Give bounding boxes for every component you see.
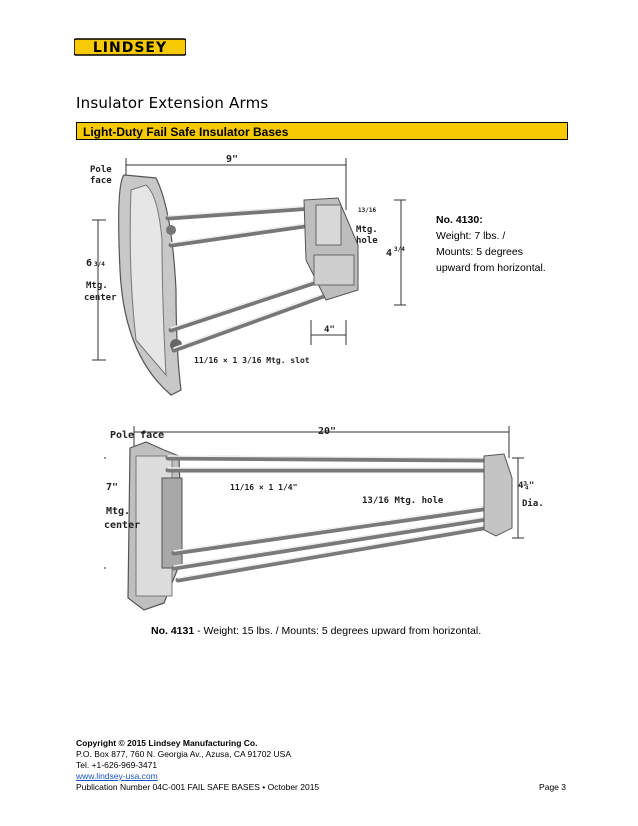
item-4131-text: - Weight: 15 lbs. / Mounts: 5 degrees upward from horizontal. xyxy=(194,625,482,637)
footer-page-number: Page 3 xyxy=(539,782,566,792)
label-height-frac: 3/4 xyxy=(394,246,405,253)
label-mtg-center-text: Mtg. xyxy=(86,281,108,291)
item-4130-mounts: Mounts: 5 degrees xyxy=(436,246,523,258)
footer-publication-row xyxy=(76,782,566,793)
page-title: Insulator Extension Arms xyxy=(76,94,269,112)
label-diameter-text: Dia. xyxy=(522,499,544,509)
footer xyxy=(76,738,566,793)
footer-publication: Publication Number 04C-001 FAIL SAFE BASES • October 2015 xyxy=(76,782,320,792)
item-4131-caption xyxy=(151,625,481,637)
label-height-value: 4 xyxy=(386,248,393,259)
label-width-9: 9" xyxy=(226,154,239,165)
footer-tel: Tel. +1-626-969-3471 xyxy=(76,760,158,770)
label-mtg-center-value: 7" xyxy=(106,482,119,493)
label-mtg-center-text-2: center xyxy=(84,293,117,303)
item-4130-weight: Weight: 7 lbs. / xyxy=(436,230,506,242)
item-4130-mounts-2: upward from horizontal. xyxy=(436,262,546,274)
label-pole-face: Pole face xyxy=(110,430,165,441)
label-pole-face-2: face xyxy=(90,176,112,186)
label-mtg-center-value: 6 xyxy=(86,258,93,269)
label-mtg-center-text-2: center xyxy=(104,520,141,531)
section-title: Light-Duty Fail Safe Insulator Bases xyxy=(83,125,289,139)
label-mtg-hole-2: hole xyxy=(356,236,378,246)
label-mtg-hole: Mtg. xyxy=(356,225,378,235)
label-mtg-slot: 11/16 × 1 3/16 Mtg. slot xyxy=(194,356,310,365)
figure-4130 xyxy=(76,150,416,410)
figure-4131 xyxy=(104,418,554,614)
label-pole-face: Pole xyxy=(90,165,112,175)
footer-address: P.O. Box 877, 760 N. Georgia Av., Azusa, CA 91702 USA xyxy=(76,749,291,759)
item-4131-number: No. 4131 xyxy=(151,625,195,637)
label-mtg-slot: 11/16 × 1 1/4" xyxy=(230,483,298,492)
logo-text: LINDSEY xyxy=(92,40,168,56)
footer-website-link[interactable]: www.lindsey-usa.com xyxy=(76,771,158,781)
footer-copyright: Copyright © 2015 Lindsey Manufacturing Co. xyxy=(76,738,258,748)
item-4130-number: No. 4130: xyxy=(436,214,483,226)
label-mtg-hole: 13/16 Mtg. hole xyxy=(362,496,444,506)
item-4130-description xyxy=(436,212,576,276)
label-depth-4: 4" xyxy=(324,325,335,335)
section-header xyxy=(76,122,568,140)
label-diameter-value: 4¾" xyxy=(518,481,535,491)
label-mtg-center-frac: 3/4 xyxy=(94,261,105,268)
lindsey-logo xyxy=(74,38,186,56)
label-mtg-center-text: Mtg. xyxy=(106,506,131,517)
label-hole-frac: 13/16 xyxy=(358,207,377,214)
label-length-20: 20" xyxy=(318,426,337,437)
